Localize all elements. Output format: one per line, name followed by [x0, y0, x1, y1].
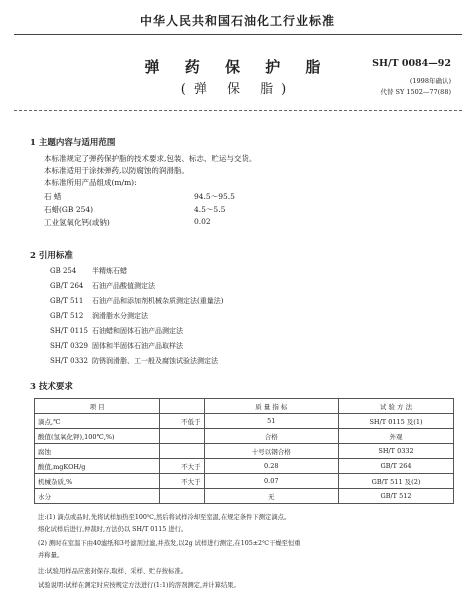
reference-title: 固体和半固体石油产品取样法 [92, 342, 183, 350]
table-row [35, 444, 454, 459]
table-cell: 机械杂质,% [35, 474, 160, 489]
table-note: 熔化试样后进行,仲裁时,方法仍以 SH/T 0115 进行。 [38, 526, 188, 533]
table-cell: SH/T 0115 及(1) [339, 414, 454, 429]
table-cell: 合格 [204, 429, 338, 444]
table-cell: GB/T 511 及(2) [339, 474, 454, 489]
table-cell: SH/T 0332 [339, 444, 454, 459]
section-1-para-1: 本标准规定了弹药保护脂的技术要求,包装、标志、贮运与交货。 [44, 154, 257, 163]
table-note: 注:试验用样品应密封保存,取样、采样、贮存按标准。 [38, 568, 187, 575]
composition-value: 94.5～95.5 [194, 192, 235, 201]
table-cell: 水分 [35, 489, 160, 504]
table-row [35, 414, 454, 429]
top-rule [14, 34, 462, 35]
reference-code: GB/T 264 [50, 282, 84, 290]
table-cell [160, 429, 204, 444]
table-cell: 外观 [339, 429, 454, 444]
reference-title: 半精炼石蜡 [92, 267, 127, 275]
composition-name: 石 蜡 [44, 192, 62, 201]
section-1-para-2: 本标准适用于涂抹弹药,以防腐蚀的润滑脂。 [44, 166, 189, 175]
table-row [35, 489, 454, 504]
standard-number: SH/T 0084—92 [372, 58, 451, 69]
composition-value: 0.02 [194, 217, 211, 226]
composition-row [44, 217, 304, 229]
top-title: 中华人民共和国石油化工行业标准 [139, 14, 335, 28]
table-cell: 51 [204, 414, 338, 429]
table-row [35, 429, 454, 444]
reference-item [50, 356, 218, 367]
reference-code: GB/T 512 [50, 312, 84, 320]
table-cell: GB/T 512 [339, 489, 454, 504]
table-header-cell: 试 验 方 法 [339, 399, 454, 414]
reference-title: 润滑脂水分测定法 [92, 312, 148, 320]
table-cell: 酸值,mgKOH/g [35, 459, 160, 474]
table-header-cell: 项 目 [35, 399, 160, 414]
table-cell: GB/T 264 [339, 459, 454, 474]
header-rule [14, 110, 462, 111]
section-1-para-3: 本标准所用产品组成(m/m): [44, 178, 137, 187]
reissue-note: (1998年确认) [409, 77, 451, 85]
composition-value: 4.5～5.5 [194, 205, 226, 214]
section-1-heading: 1 主题内容与适用范围 [30, 138, 116, 148]
reference-title: 防锈润滑脂、工一般及腐蚀试验法测定法 [92, 357, 218, 365]
composition-name: 石蜡(GB 254) [44, 205, 94, 214]
table-note: (2) 测时在室温下由40滤纸和3号滤剂过滤,并蒸发,以2g 试样进行测定,在105±2℃干燥至恒重 [38, 540, 301, 547]
reference-item [50, 326, 183, 337]
table-cell: 腐蚀 [35, 444, 160, 459]
table-cell: 不大于 [160, 474, 204, 489]
doc-title: 弹 药 保 护 脂 [144, 58, 331, 76]
table-header-row [35, 399, 454, 414]
doc-subtitle: (弹 保 脂) [180, 82, 295, 97]
table-cell: 0.07 [204, 474, 338, 489]
composition-row [44, 204, 304, 216]
table-row [35, 474, 454, 489]
reference-item [50, 341, 183, 352]
table-note: 试验说明:试样在测定时应按规定方法进行(1:1)的溶剂测定,并计算结果。 [38, 582, 240, 589]
reference-title: 石油产品酸值测定法 [92, 282, 155, 290]
requirements-table [34, 398, 454, 504]
table-cell: 不低于 [160, 414, 204, 429]
table-header-cell [160, 399, 204, 414]
replaces-note: 代替 SY 1502—77(88) [380, 88, 451, 96]
section-2-heading: 2 引用标准 [30, 251, 73, 261]
table-cell: 无 [204, 489, 338, 504]
reference-item [50, 266, 127, 277]
section-3-heading: 3 技术要求 [30, 382, 73, 392]
table-cell: 酸值(氢氧化钾),100℃,%) [35, 429, 160, 444]
table-cell: 不大于 [160, 459, 204, 474]
table-cell [160, 489, 204, 504]
table-cell: 十号以钢合格 [204, 444, 338, 459]
table-cell [160, 444, 204, 459]
reference-code: SH/T 0332 [50, 357, 88, 365]
reference-code: GB/T 511 [50, 297, 84, 305]
composition-row [44, 191, 304, 203]
reference-item [50, 296, 223, 307]
table-note: 注:(1) 滴点或品时,先将试样加热至100℃,然后将试样冷却至室温,在规定条件下测定滴点。 [38, 514, 291, 521]
reference-item [50, 311, 148, 322]
table-row [35, 459, 454, 474]
table-cell: 滴点,℃ [35, 414, 160, 429]
reference-code: SH/T 0115 [50, 327, 88, 335]
reference-title: 石油蜡和固体石油产品测定法 [92, 327, 183, 335]
reference-title: 石油产品和添加剂机械杂质测定法(重量法) [92, 297, 224, 305]
table-header-cell: 质 量 指 标 [204, 399, 338, 414]
reference-code: SH/T 0329 [50, 342, 88, 350]
table-cell: 0.28 [204, 459, 338, 474]
table-note: 并称量。 [38, 552, 64, 559]
composition-name: 工业氢氧化钙(或钠) [44, 218, 110, 227]
reference-code: GB 254 [50, 267, 77, 275]
reference-item [50, 281, 155, 292]
